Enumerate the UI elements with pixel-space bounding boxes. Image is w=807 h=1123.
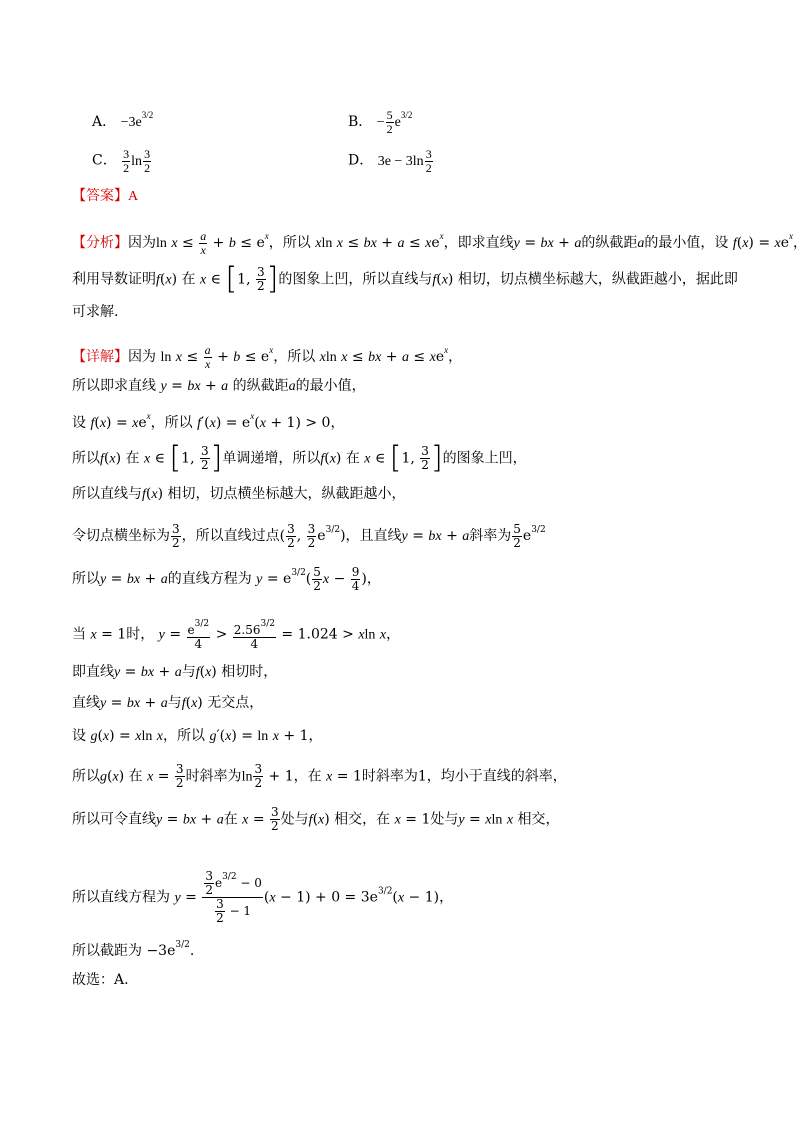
analysis-tag: 【分析】: [72, 235, 128, 251]
detail-line-14: 所以直线方程为 y = $\frac{3}{2}$ $e^{3/2} - 0$ $\frac{3}{2}$ − 1 $(x - 1) + 0 = 3e^{3/2}(x - 1)$，: [72, 869, 454, 925]
detail-line-2: 所以即求直线 y = bx + a 的纵截距a的最小值，: [72, 378, 366, 394]
option-c: [92, 148, 152, 175]
analysis-line-1: 【分析】因为ln x ≤ $\frac{a}{x}$ + $b \le e^x$，所以 xln x ≤ bx + $a \le xe^x$，即求直线y = bx + a的纵截距a的最小值，设 $f(x) = xe^x$，: [72, 228, 807, 257]
detail-line-15: 所以截距为 $-3e^{3/2}$.: [72, 940, 195, 959]
detail-line-5: 所以直线与f(x) 相切，切点横坐标越大，纵截距越小，: [72, 486, 406, 502]
option-d-label: D．: [348, 152, 374, 169]
detail-line-8: 当 x = 1时， y = $\frac{e^{3/2}}{4}$ > $\frac{2.56^{3/2}}{4}$ = 1.024 > xln x，: [72, 619, 401, 651]
option-b: [348, 105, 412, 136]
detail-line-1: 【详解】因为 ln x ≤ $\frac{a}{x}$ + $b \le e^x$，所以 xln x ≤ bx + $a \le xe^x$，: [72, 342, 463, 371]
detail-line-12: 所以g(x) 在 x = $\frac{3}{2}$ 时斜率为ln $\frac{3}{2}$ + 1，在 x = 1时斜率为1，均小于直线的斜率，: [72, 762, 567, 790]
detail-line-9: 即直线y = bx + a与f(x) 相切时，: [72, 664, 278, 680]
option-d: [348, 148, 434, 175]
analysis-line-3: 可求解.: [72, 304, 119, 320]
detail-line-16: 故选：A.: [72, 972, 129, 988]
detail-line-4: 所以f(x) 在 x ∈ [1, $\frac{3}{2}$ ]单调递增，所以f(x) 在 x ∈ [1, $\frac{3}{2}$ ]的图象上凹，: [72, 440, 527, 476]
analysis-line-2: 利用导数证明f(x) 在 x ∈ [1, $\frac{3}{2}$ ]的图象上凹，所以直线与f(x) 相切，切点横坐标越大，纵截距越小，据此即: [72, 261, 738, 297]
detail-tag: 【详解】: [72, 349, 128, 365]
option-b-value: − $\frac{5}{2}$ $e^{3/2}$: [376, 108, 413, 137]
option-a-value: $-3e^{3/2}$: [120, 110, 154, 130]
detail-line-10: 直线y = bx + a与f(x) 无交点，: [72, 695, 264, 711]
option-a: [92, 105, 153, 133]
detail-line-13: 所以可令直线y = bx + a在 x = $\frac{3}{2}$ 处与f(x) 相交，在 x = 1处与y = xln x 相交，: [72, 805, 560, 833]
option-c-label: C．: [92, 152, 117, 169]
answer-tag: 【答案】: [72, 188, 128, 204]
answer-line: [72, 186, 138, 207]
detail-line-3: 设 $f(x) = xe^x$，所以 $f'(x) = e^x(x + 1) > 0$，: [72, 411, 345, 431]
detail-line-7: 所以y = bx + a的直线方程为 $y = e^{3/2}$( $\frac{5}{2}$ x − $\frac{9}{4}$ )，: [72, 564, 381, 593]
detail-line-6: 令切点横坐标为 $\frac{3}{2}$ ，所以直线过点( $\frac{3}{2}$ , $\frac{3}{2}$ $e^{3/2}$)，且直线y = bx + a斜率为 $\frac{5}{2}$ $e^{3/2}$: [72, 521, 546, 550]
option-d-value: 3e − 3ln $\frac{3}{2}$: [377, 147, 432, 175]
option-a-label: A．: [92, 114, 117, 130]
detail-line-11: 设 g(x) = xln x，所以 g′(x) = ln x + 1，: [72, 728, 323, 744]
option-c-value: $\frac{3}{2}$ ln $\frac{3}{2}$: [123, 147, 151, 175]
option-b-label: B．: [348, 114, 373, 130]
answer-value: A: [128, 189, 139, 204]
